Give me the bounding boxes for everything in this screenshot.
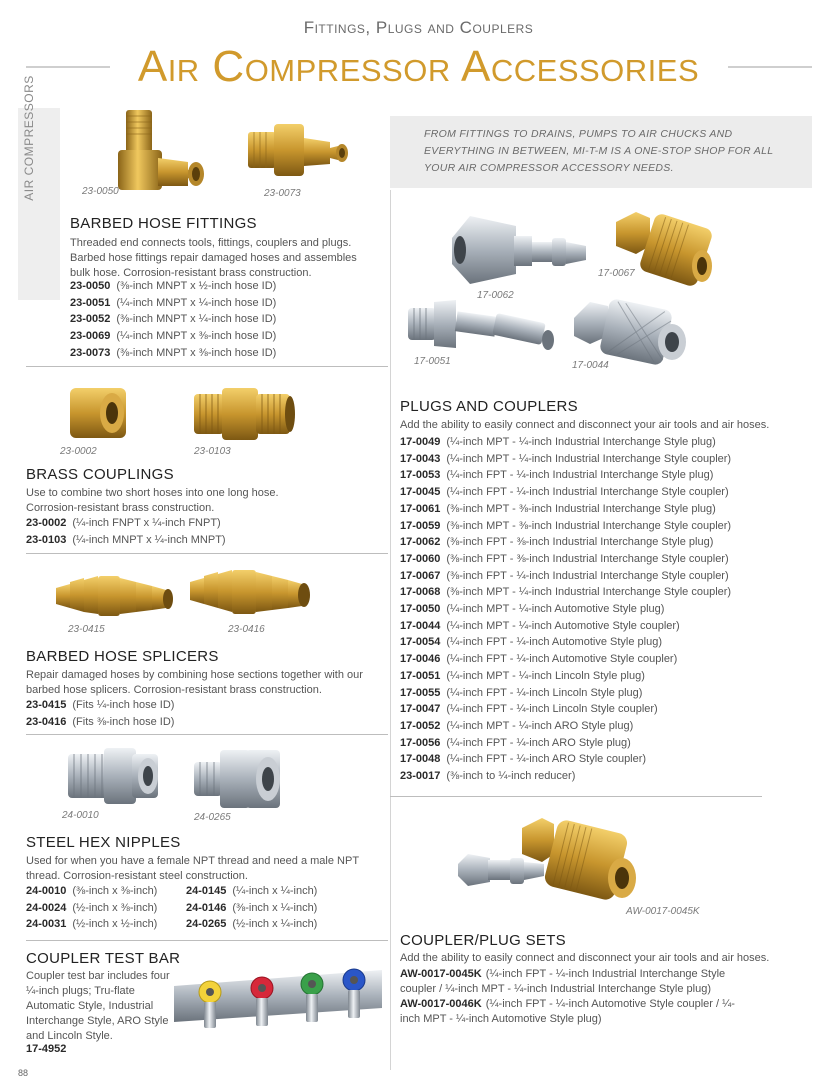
item-sku: 23-0002: [26, 517, 67, 529]
item-desc: (⅜-inch x ⅜-inch): [72, 885, 158, 897]
list-item: [400, 501, 731, 518]
side-tab: [18, 75, 60, 300]
item-desc: (¼-inch MPT - ¼-inch Industrial Interchange Style coupler): [446, 452, 732, 465]
list-item: [400, 718, 731, 735]
item-desc: (¼-inch FPT - ¼-inch Automotive Style coupler / ¼-inch MPT - ¼-inch Automotive Style plug): [400, 998, 735, 1025]
list-item: [400, 434, 731, 451]
image-label: 23-0002: [60, 446, 97, 457]
item-desc: (⅜-inch x ¼-inch): [232, 901, 318, 914]
list-item: [70, 328, 276, 345]
steel-nipple-image: [64, 744, 164, 812]
item-desc: (¼-inch FPT - ¼-inch Lincoln Style coupler): [446, 703, 658, 716]
item-desc: (¼-inch FPT - ¼-inch Lincoln Style plug): [446, 686, 643, 699]
intro-banner: [390, 116, 812, 188]
section-title-barbed-hose-fittings: BARBED HOSE FITTINGS: [70, 215, 257, 232]
item-desc: (⅜-inch FPT - ⅜-inch Industrial Interchange Style coupler): [446, 552, 729, 565]
table-row: [26, 883, 346, 900]
list-item: [70, 345, 276, 362]
list-item: [400, 768, 731, 785]
section-title-brass-couplings: BRASS COUPLINGS: [26, 466, 174, 483]
list-item: [400, 467, 731, 484]
nipples-list: [26, 883, 346, 933]
image-label: 23-0415: [68, 624, 105, 635]
item-sku: 23-0052: [70, 313, 111, 326]
item-desc: (⅜-inch MNPT x ⅜-inch hose ID): [116, 346, 277, 359]
item-sku: 17-0055: [400, 686, 441, 699]
list-item: [70, 278, 276, 295]
item-desc: (⅜-inch MPT - ⅜-inch Industrial Interchange Style plug): [446, 502, 716, 515]
item-sku: 23-0069: [70, 330, 111, 343]
list-item: [400, 601, 731, 618]
barbed-fittings-list: [70, 278, 276, 362]
image-label: 24-0010: [62, 810, 99, 821]
list-item: [26, 883, 186, 900]
list-item: [400, 551, 731, 568]
item-sku: 17-0043: [400, 452, 441, 465]
item-desc: (⅜-inch MNPT x ½-inch hose ID): [116, 280, 277, 292]
list-item: [26, 900, 186, 917]
image-label: 17-0067: [598, 268, 635, 279]
list-item: [400, 634, 731, 651]
item-desc: (⅜-inch FPT - ⅜-inch Industrial Interchange Style plug): [446, 536, 714, 549]
item-desc: (⅜-inch MPT - ⅜-inch Industrial Interchange Style coupler): [446, 519, 732, 532]
intro-banner-text: FROM FITTINGS TO DRAINS, PUMPS TO AIR CHUCKS AND EVERYTHING IN BETWEEN, MI-T-M IS A ONE-STOP SHOP FOR ALL YOUR AIR COMPRESSOR ACCESSORY NEEDS.: [424, 128, 774, 174]
item-sku: 17-0068: [400, 586, 441, 599]
plug-sets-list: [400, 967, 740, 1027]
item-desc: (½-inch x ¼-inch): [232, 918, 318, 931]
list-item: [400, 685, 731, 702]
image-label: AW-0017-0045K: [626, 906, 700, 917]
test-bar-sku: 17-4952: [26, 1043, 67, 1055]
list-item: [400, 701, 731, 718]
list-item: [26, 697, 174, 714]
item-desc: (¼-inch MPT - ¼-inch Lincoln Style plug): [446, 669, 645, 682]
list-item: [400, 997, 740, 1026]
section-title-coupler-plug-sets: COUPLER/PLUG SETS: [400, 932, 566, 949]
page-subtitle: Fittings, Plugs and Couplers: [303, 18, 534, 37]
list-item: [186, 900, 346, 917]
item-desc: (Fits ¼-inch hose ID): [72, 699, 175, 711]
item-sku: 17-0047: [400, 703, 441, 716]
item-sku: 17-0044: [400, 619, 441, 632]
section-desc: Used for when you have a female NPT thread and need a male NPT thread. Corrosion-resistant steel construction.: [26, 855, 359, 882]
list-item: [186, 883, 346, 900]
table-row: [26, 900, 346, 917]
item-desc: (½-inch x ⅜-inch): [72, 901, 158, 914]
list-item: [26, 916, 186, 933]
list-item: [186, 916, 346, 933]
list-item: [400, 568, 731, 585]
item-sku: AW-0017-0046K: [400, 998, 482, 1010]
list-item: [400, 967, 740, 996]
section-desc: Repair damaged hoses by combining hose sections together with our barbed hose splicers. Corrosion-resistant brass construction.: [26, 669, 363, 696]
item-sku: 24-0146: [186, 901, 227, 914]
image-label: 17-0062: [477, 290, 514, 301]
section-title-coupler-test-bar: COUPLER TEST BAR: [26, 950, 181, 967]
image-label: 23-0050: [82, 186, 119, 197]
side-tab-label: AIR COMPRESSORS: [22, 75, 36, 201]
list-item: [400, 751, 731, 768]
item-desc: (¼-inch MPT - ¼-inch ARO Style plug): [446, 719, 634, 732]
section-desc: Add the ability to easily connect and disconnect your air tools and air hoses.: [400, 419, 770, 431]
straight-fitting-image: [246, 116, 358, 186]
list-item: [400, 534, 731, 551]
list-item: [70, 311, 276, 328]
item-sku: 17-0046: [400, 653, 441, 666]
splicers-list: [26, 697, 174, 730]
item-desc: (¼-inch MPT - ¼-inch Automotive Style plug): [446, 603, 665, 616]
item-desc: (⅜-inch MPT - ¼-inch Industrial Interchange Style coupler): [446, 586, 732, 599]
image-label: 17-0051: [414, 356, 451, 367]
item-desc: (¼-inch x ¼-inch): [232, 885, 318, 897]
page-number: 88: [18, 1068, 29, 1078]
list-item: [400, 451, 731, 468]
column-divider: [390, 190, 391, 1070]
brass-coupler-image: [610, 206, 720, 294]
item-desc: (¼-inch FPT - ¼-inch Industrial Interchange Style plug): [446, 469, 714, 482]
item-desc: (⅜-inch to ¼-inch reducer): [446, 770, 576, 783]
image-label: 24-0265: [194, 812, 231, 823]
section-title-plugs-and-couplers: PLUGS AND COUPLERS: [400, 398, 578, 415]
item-sku: 24-0031: [26, 918, 67, 931]
item-sku: 23-0051: [70, 296, 111, 309]
plugs-couplers-list: [400, 434, 731, 785]
coupler-plug-set-image: [454, 814, 644, 914]
hose-splicer-three-eighths-image: [186, 562, 314, 628]
section-desc: Use to combine two short hoses into one long hose. Corrosion-resistant brass construction.: [26, 487, 279, 514]
item-desc: (¼-inch MNPT x ⅜-inch hose ID): [116, 330, 277, 343]
list-item: [400, 735, 731, 752]
item-desc: (¼-inch FPT - ¼-inch Automotive Style coupler): [446, 653, 678, 666]
item-sku: 17-0061: [400, 502, 441, 515]
item-sku: 17-0056: [400, 736, 441, 749]
image-label: 23-0073: [264, 188, 301, 199]
item-sku: 17-0054: [400, 636, 441, 649]
item-sku: 17-0050: [400, 603, 441, 616]
page-title: Air Compressor Accessories: [128, 42, 709, 92]
section-divider: [26, 366, 388, 367]
image-label: 23-0103: [194, 446, 231, 457]
item-desc: (⅜-inch MNPT x ¼-inch hose ID): [116, 313, 277, 326]
item-desc: (¼-inch MPT - ¼-inch Automotive Style coupler): [446, 619, 680, 632]
section-divider: [26, 940, 388, 941]
item-desc: (¼-inch FPT - ¼-inch ARO Style coupler): [446, 753, 647, 766]
brass-coupling-mnpt-image: [190, 380, 300, 446]
item-sku: 24-0010: [26, 885, 67, 897]
section-title-steel-hex-nipples: STEEL HEX NIPPLES: [26, 834, 181, 851]
item-sku: 17-0049: [400, 436, 441, 448]
item-sku: 24-0265: [186, 918, 227, 931]
item-sku: 23-0050: [70, 280, 111, 292]
item-sku: 24-0024: [26, 901, 67, 914]
item-desc: (Fits ⅜-inch hose ID): [72, 715, 175, 728]
section-desc: Coupler test bar includes four ¼-inch plugs; Tru-flate Automatic Style, Industrial Interchange Style, ARO Style and Lincoln Style.: [26, 970, 170, 1042]
item-desc: (¼-inch FNPT x ¼-inch FNPT): [72, 517, 221, 529]
list-item: [400, 518, 731, 535]
list-item: [400, 618, 731, 635]
item-sku: 23-0073: [70, 346, 111, 359]
item-sku: 24-0145: [186, 885, 227, 897]
list-item: [26, 532, 226, 549]
image-label: 23-0416: [228, 624, 265, 635]
item-desc: (⅜-inch FPT - ¼-inch Industrial Interchange Style coupler): [446, 569, 729, 582]
section-desc: Add the ability to easily connect and disconnect your air tools and air hoses.: [400, 952, 770, 964]
item-desc: (¼-inch FPT - ¼-inch ARO Style plug): [446, 736, 631, 749]
list-item: [400, 668, 731, 685]
item-desc: (¼-inch FPT - ¼-inch Automotive Style plug): [446, 636, 662, 649]
section-divider: [26, 553, 388, 554]
item-sku: 17-0045: [400, 486, 441, 499]
brass-couplings-list: [26, 515, 226, 548]
section-title-barbed-hose-splicers: BARBED HOSE SPLICERS: [26, 648, 219, 665]
item-sku: 17-0051: [400, 669, 441, 682]
section-desc: Threaded end connects tools, fittings, couplers and plugs. Barbed hose fittings repair damaged hoses and assembles bulk hose. Corrosion-resistant brass construction.: [70, 237, 357, 279]
coupler-test-bar-image: [170, 962, 386, 1038]
section-divider: [26, 734, 388, 735]
table-row: [26, 916, 346, 933]
list-item: [400, 484, 731, 501]
lincoln-plug-image: [404, 292, 560, 362]
steel-nipple-reducer-image: [190, 744, 286, 816]
list-item: [26, 714, 174, 731]
item-desc: (¼-inch MNPT x ¼-inch MNPT): [72, 533, 226, 546]
hose-splicer-quarter-image: [52, 566, 180, 628]
steel-plug-image: [446, 208, 594, 294]
list-item: [400, 584, 731, 601]
item-sku: 17-0052: [400, 719, 441, 732]
item-sku: 17-0059: [400, 519, 441, 532]
item-sku: AW-0017-0045K: [400, 968, 482, 980]
item-sku: 23-0415: [26, 699, 67, 711]
item-sku: 17-0062: [400, 536, 441, 549]
item-desc: (½-inch x ½-inch): [72, 918, 158, 931]
item-sku: 23-0416: [26, 715, 67, 728]
list-item: [70, 295, 276, 312]
item-sku: 17-0067: [400, 569, 441, 582]
list-item: [26, 515, 226, 532]
list-item: [400, 651, 731, 668]
brass-coupling-fnpt-image: [66, 380, 130, 450]
image-label: 17-0044: [572, 360, 609, 371]
item-desc: (¼-inch FPT - ¼-inch Industrial Interchange Style coupler / ¼-inch MPT - ¼-inch Industrial Interchange Style plug): [400, 968, 726, 995]
item-desc: (¼-inch FPT - ¼-inch Industrial Interchange Style coupler): [446, 486, 729, 499]
item-sku: 17-0053: [400, 469, 441, 482]
item-sku: 23-0017: [400, 770, 441, 783]
item-sku: 17-0060: [400, 552, 441, 565]
elbow-fitting-image: [108, 106, 228, 202]
section-divider: [390, 796, 762, 797]
item-sku: 23-0103: [26, 533, 67, 546]
item-desc: (¼-inch MNPT x ¼-inch hose ID): [116, 296, 277, 309]
item-desc: (¼-inch MPT - ¼-inch Industrial Interchange Style plug): [446, 436, 716, 448]
item-sku: 17-0048: [400, 753, 441, 766]
